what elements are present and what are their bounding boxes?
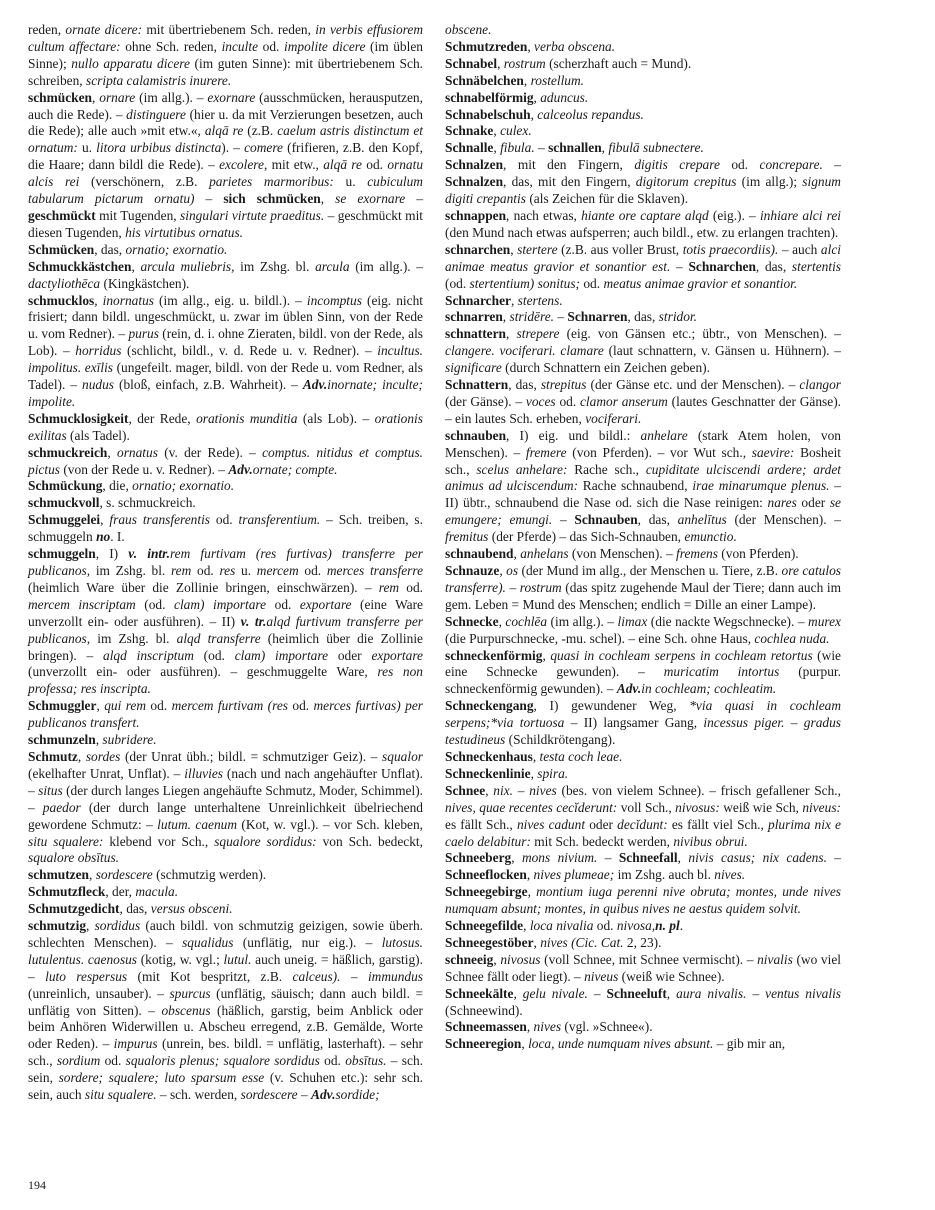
entry-schneemassen bbox=[445, 1019, 841, 1036]
headword: Schmuckkästchen bbox=[28, 258, 132, 274]
headword: Schneegebirge bbox=[445, 884, 528, 900]
headword: Schmücken bbox=[28, 241, 95, 257]
entry-schneckenförmig bbox=[445, 648, 841, 699]
entry-body: , gelu nivale. – Schneeluft, aura nivalis. – ventus nivalis (Schneewind). bbox=[445, 985, 842, 1018]
right-column bbox=[445, 22, 841, 1053]
entry-schnecke bbox=[445, 614, 841, 648]
entry-body: , strepere (eig. von Gänsen etc.; übtr., von Menschen). – clangere. vociferari. clamare (laut schnattern, v. Gänsen u. Hühnern). – significare (durch Schnattern ein Zeichen geben). bbox=[445, 326, 842, 376]
headword: Schmuggelei bbox=[28, 512, 101, 528]
headword: Schneckengang bbox=[445, 698, 534, 714]
entry-schnauze bbox=[445, 563, 841, 614]
headword: schnarchen bbox=[445, 241, 511, 257]
headword: schmutzen bbox=[28, 867, 89, 883]
entry-schmuggeln bbox=[28, 546, 423, 698]
entry-schnappen bbox=[445, 208, 841, 242]
entry-schnarchen bbox=[445, 242, 841, 293]
entry-schnalzen bbox=[445, 157, 841, 208]
entry-schneckengang bbox=[445, 698, 841, 749]
entry-schnauben bbox=[445, 428, 841, 546]
page-number: 194 bbox=[28, 1178, 46, 1192]
entry-schneegebirge bbox=[445, 884, 841, 918]
headword: Schnecke bbox=[445, 613, 499, 629]
entry-schnabel bbox=[445, 56, 841, 73]
entry-body: , I) gewundener Weg, *via quasi in cochleam serpens;*via tortuosa – II) langsamer Gang, incessus piger. – gradus testudineus (Schildkrötengang). bbox=[445, 698, 842, 748]
entry-schnaubend bbox=[445, 546, 841, 563]
headword: Schmutzgedicht bbox=[28, 901, 120, 917]
headword: Schnauze bbox=[445, 563, 500, 578]
entry-schnarcher bbox=[445, 293, 841, 310]
entry-body: , spira. bbox=[530, 765, 569, 781]
headword: schneckenförmig bbox=[445, 647, 543, 663]
entry-body: , arcula muliebris, im Zshg. bl. arcula (im allg.). – dactyliothēca (Kingkästchen). bbox=[28, 258, 423, 291]
entry-body: , testa coch leae. bbox=[532, 748, 623, 764]
entry-body: , das, strepitus (der Gänse etc. und der Menschen). – clangor (der Gänse). – voces od. clamor anserum (lautes Geschnatter der Gänse). – ein lautes Sch. erheben, vociferari. bbox=[445, 377, 842, 426]
entry-schneegestöber bbox=[445, 935, 841, 952]
headword: schmunzeln bbox=[28, 732, 96, 748]
entry-schmücken bbox=[28, 242, 423, 259]
headword: Schneckenhaus bbox=[445, 748, 533, 764]
entry-body: , nivosus (voll Schnee, mit Schnee vermischt). – nivalis (wo viel Schnee fällt oder liegt). – niveus (weiß wie Schnee). bbox=[445, 951, 841, 984]
entry-body: , mit den Fingern, digitis crepare od. concrepare. – Schnalzen, das, mit den Fingern, digitorum crepitus (im allg.); signum digiti crepantis (als Zeichen für die Sklaven). bbox=[445, 157, 842, 207]
headword: Schnake bbox=[445, 123, 494, 139]
entry-body: obscene. bbox=[445, 22, 492, 37]
headword: Schnäbelchen bbox=[445, 72, 524, 88]
headword: schmücken bbox=[28, 89, 92, 105]
entry-body: , fraus transferentis od. transferentium. – Sch. treiben, s. schmuggeln no. I. bbox=[28, 512, 423, 545]
entry-schmuckvoll bbox=[28, 495, 423, 512]
headword: Schmutzreden bbox=[445, 38, 528, 54]
entry-schneegefilde bbox=[445, 918, 841, 935]
entry-schmucklosigkeit bbox=[28, 411, 423, 445]
entry-body: , verba obscena. bbox=[527, 38, 616, 54]
entry-schmuggler bbox=[28, 698, 423, 732]
headword: Schmucklosigkeit bbox=[28, 410, 129, 426]
entry-body: , sordidus (auch bildl. von schmutzig geizigen, sowie überh. schlechten Menschen). – squalidus (unflätig, nur eig.). – lutosus. lutulentus. caenosus (kotig, w. vgl.; lutul. auch uneig. = häßlich, garstig). – luto respersus (mit Kot bespritzt, z.B. calceus). – immundus (unreinlich, unsauber). – spurcus (unflätig, säuisch; dann auch bildl. = unflätig von Sitten). – obscenus (häßlich, garstig, beim Anblick oder beim Anhören Widerwillen u. Abscheu erregend, z.B. Gemälde, Worte oder Reden). – impurus (unrein, bes. bildl. = unflätig, lasterhaft). – sehr sch., sordium od. squaloris plenus; squalore sordidus od. obsītus. – sch. sein, sordere; squalere; luto sparsum esse (v. Schuhen etc.): sehr sch. sein, auch situ squalere. – sch. werden, sordescere – Adv.sordide; bbox=[28, 918, 424, 1103]
entry-body: , nix. – nives (bes. von vielem Schnee). – frisch gefallener Sch., nives, quae recentes cecĭderunt: voll Sch., nivosus: weiß wie Sch, niveus: es fällt Sch., nives cadunt oder decĭdunt: es fällt viel Sch., plurima nix e caelo delabitur: mit Sch. bedeckt werden, nivibus obrui. bbox=[445, 782, 841, 849]
entry-body: , sordescere (schmutzig werden). bbox=[89, 867, 267, 883]
entry-body: , cochlēa (im allg.). – limax (die nackte Wegschnecke). – murex (die Purpurschnecke, -mu. schel). – eine Sch. ohne Haus, cochlea nuda. bbox=[445, 613, 841, 646]
entry-body: , ornare (im allg.). – exornare (ausschmücken, herausputzen, auch die Rede). – distinguere (hier u. da mit Verzierungen besetzen, auch die Rede); alle auch »mit etw.«, alqā re (z.B. caelum astris distinctum et ornatum: u. litora urbibus distincta). – comere (frifieren, z.B. den Kopf, die Haare; dann bildl die Rede). – excolere, mit etw., alqā re od. ornatu alcis rei (verschönern, z.B. parietes marmoribus: u. cubiculum tabularum pictarum ornatu) – sich schmücken, se exornare – geschmückt mit Tugenden, singulari virtute praeditus. – geschmückt mit diesen Tugenden, his virtutibus ornatus. bbox=[28, 89, 424, 240]
headword: schnauben bbox=[445, 427, 507, 443]
entry-schneeregion bbox=[445, 1036, 841, 1053]
headword: Schmutz bbox=[28, 748, 78, 764]
headword: schmuckvoll bbox=[28, 495, 100, 511]
entry-body: , nives (vgl. »Schnee«). bbox=[526, 1019, 653, 1035]
entry-schnabelschuh bbox=[445, 107, 841, 124]
entry-body: , os (der Mund im allg., der Menschen u. Tiere, z.B. ore catulos transferre). – rostrum (das spitz zugehende Maul der Tiere; dann auch im gem. Leben = Mund des Menschen; endlich = Dille an einer Lampe). bbox=[445, 563, 842, 612]
headword: Schneekälte bbox=[445, 985, 514, 1001]
entry-schmuckkästchen bbox=[28, 259, 423, 293]
entry-body: , stertens. bbox=[510, 292, 563, 308]
headword: schnaubend bbox=[445, 546, 514, 562]
entry-body: , culex. bbox=[493, 123, 532, 139]
entry-body: , der, macula. bbox=[105, 884, 179, 900]
entry-body: , loca nivalia od. nivosa,n. pl. bbox=[523, 918, 684, 934]
entry-body: , aduncus. bbox=[533, 89, 589, 105]
entry-schnake bbox=[445, 123, 841, 140]
entry-body: , calceolus repandus. bbox=[530, 106, 644, 122]
headword: schneeig bbox=[445, 951, 494, 967]
headword: schmuckreich bbox=[28, 444, 108, 460]
entry-schnarren bbox=[445, 309, 841, 326]
headword: Schmuggler bbox=[28, 698, 97, 714]
entry-body: , das, versus obsceni. bbox=[119, 901, 233, 917]
entry-body: , die, ornatio; exornatio. bbox=[102, 478, 235, 494]
entry-body: , mons nivium. – Schneefall, nivis casus; nix cadens. – Schneeflocken, nives plumeae; im Zshg. auch bl. nives. bbox=[445, 850, 841, 883]
entry-schmutzreden bbox=[445, 39, 841, 56]
headword: Schnattern bbox=[445, 377, 509, 393]
entry-body: , qui rem od. mercem furtivam (res od. merces furtivas) per publicanos transfert. bbox=[28, 698, 423, 731]
headword: Schnalzen bbox=[445, 157, 504, 173]
headword: Schnee bbox=[445, 782, 486, 798]
headword: schnappen bbox=[445, 207, 507, 223]
entry-schmunzeln bbox=[28, 732, 423, 749]
entry-body: , das, ornatio; exornatio. bbox=[94, 241, 228, 257]
entry-body: , rostellum. bbox=[523, 72, 585, 88]
headword: Schneegestöber bbox=[445, 934, 534, 950]
entry-body: , s. schmuckreich. bbox=[99, 495, 196, 511]
left-column bbox=[28, 22, 423, 1104]
entry-schnabelförmig bbox=[445, 90, 841, 107]
entry-body: , sordes (der Unrat übh.; bildl. = schmutziger Geiz). – squalor (ekelhafter Unrat, Unflat). – illuvies (nach und nach angehäufter Unflat). – situs (der durch langes Liegen angehäufte Schmutz, Moder, Schimmel). – paedor (der durch lange unterhaltene Unreinlichkeit übelriechend gewordene Schmutz: – lutum. caenum (Kot, w. vgl.). – vor Sch. kleben, situ squalere: klebend vor Sch., squalore sordidus: von Sch. bedeckt, squalore obsītus. bbox=[28, 748, 424, 866]
entry-schnalle bbox=[445, 140, 841, 157]
entry-schnäbelchen bbox=[445, 73, 841, 90]
headword: Schneckenlinie bbox=[445, 765, 531, 781]
headword: schmucklos bbox=[28, 292, 95, 308]
entry-schmutzig bbox=[28, 918, 423, 1104]
headword: schnattern bbox=[445, 326, 506, 342]
entry-schmückung bbox=[28, 478, 423, 495]
entry-schmucklos bbox=[28, 293, 423, 411]
entry-body: , fibula. – schnallen, fibulā subnectere. bbox=[493, 140, 704, 156]
entry-body: , subridere. bbox=[95, 732, 157, 748]
entry-schneeberg bbox=[445, 850, 841, 884]
entry-body: , stridēre. – Schnarren, das, stridor. bbox=[502, 309, 697, 325]
entry-schneckenlinie bbox=[445, 766, 841, 783]
entry-body: , quasi in cochleam serpens in cochleam retortus (wie eine Schnecke gewunden). – muricatim intortus (purpur. schneckenförmig gewunden). – Adv.in cochleam; cochleatim. bbox=[445, 647, 841, 697]
entry-schmücken bbox=[28, 90, 423, 242]
entry-body: , inornatus (im allg., eig. u. bildl.). – incomptus (eig. nicht frisiert; dann bildl. ungeschmückt, u. zwar im üblen Sinn, von der Rede u. vom Redner). – purus (rein, d. i. ohne Zieraten, bildl. von der Rede, als Lob). – horridus (schlicht, bildl., v. d. Rede u. v. Redner). – incultus. impolitus. exīlis (ungefeilt. mager, bildl. von der Rede u. vom Redner, als Tadel). – nudus (bloß, einfach, z.B. Wahrheit). – Adv.inornate; inculte; impolite. bbox=[28, 292, 424, 409]
headword: Schnarcher bbox=[445, 292, 511, 308]
entry-schneckenhaus bbox=[445, 749, 841, 766]
entry-schmutzgedicht bbox=[28, 901, 423, 918]
entry-body: , rostrum (scherzhaft auch = Mund). bbox=[497, 55, 692, 71]
headword: Schneegefilde bbox=[445, 918, 524, 934]
headword: schnarren bbox=[445, 309, 503, 325]
entry-continuation bbox=[445, 22, 841, 39]
headword: schmutzig bbox=[28, 918, 87, 934]
headword: schmuggeln bbox=[28, 546, 96, 562]
entry-body: , I) eig. und bildl.: anhelare (stark Atem holen, von Menschen). – fremere (von Pferden). – vor Wut sch., saevire: Bosheit sch., scelus anhelare: Rache sch., cupiditate ulciscendi ardere; ardet animus ad ulciscendum: Rache schnaubend, irae minarumque plenus. – II) übtr., schnaubend die Nase od. sich die Nase reinigen: nares oder se emungere; emungi. – Schnauben, das, anhelītus (der Menschen). – fremitus (der Pferde) – das Sich-Schnauben, emunctio. bbox=[445, 427, 842, 545]
headword: Schmutzfleck bbox=[28, 884, 106, 900]
headword: Schneemassen bbox=[445, 1019, 527, 1035]
entry-body: , der Rede, orationis munditia (als Lob). – orationis exilitas (als Tadel). bbox=[28, 410, 423, 443]
entry-schneeig bbox=[445, 952, 841, 986]
entry-body: , nives (Cic. Cat. 2, 23). bbox=[533, 934, 662, 950]
entry-schmutzen bbox=[28, 867, 423, 884]
entry-schnattern bbox=[445, 326, 841, 377]
headword: schnabelförmig bbox=[445, 89, 534, 105]
headword: Schnabel bbox=[445, 55, 498, 71]
entry-body: , montium iuga perenni nive obruta; montes, unde nives numquam absunt; montes, in quibus nives ne aestus quidem solvit. bbox=[445, 884, 841, 917]
entry-body: , nach etwas, hiante ore captare alqd (eig.). – inhiare alci rei (den Mund nach etwas aufsperren; auch bildl., etw. zu erlangen trachten). bbox=[445, 207, 841, 240]
entry-body: , I) v. intr.rem furtivam (res furtivas) transferre per publicanos, im Zshg. bl. rem od. res u. mercem od. merces transferre (heimlich Ware über die Zollinie bringen, einschwärzen). – rem od. mercem inscriptam (od. clam) importare od. exportare (eine Ware unverzollt ein- oder ausführen). – II) v. tr.alqd furtivum transferre per publicanos, im Zshg. bl. alqd transferre (heimlich über die Zollinie bringen). – alqd inscriptum (od. clam) importare oder exportare (unverzollt ein- oder ausführen). – geschmuggelte Ware, res non professa; res inscripta. bbox=[28, 546, 424, 697]
entry-schmuckreich bbox=[28, 445, 423, 479]
entry-schmuggelei bbox=[28, 512, 423, 546]
entry-schnattern bbox=[445, 377, 841, 428]
entry-body: , stertere (z.B. aus voller Brust, totis praecordiis). – auch alci animae meatus gravior et sonantior est. – Schnarchen, das, stertentis (od. stertentium) sonitus; od. meatus animae gravior et sonantior. bbox=[445, 241, 842, 291]
entry-schneekälte bbox=[445, 986, 841, 1020]
headword: Schnalle bbox=[445, 140, 494, 156]
entry-body: reden, ornate dicere: mit übertriebenem Sch. reden, in verbis effusiorem cultum affectare: ohne Sch. reden, inculte od. impolite dicere (im üblen Sinne); nullo apparatu dicere (im guten Sinne): mit übertriebenem Sch. schreiben, scripta calamistris inurere. bbox=[28, 22, 423, 88]
entry-schmutz bbox=[28, 749, 423, 867]
headword: Schneeberg bbox=[445, 850, 512, 866]
entry-body: , loca, unde numquam nives absunt. – gib mir an, bbox=[521, 1036, 786, 1052]
entry-body: , ornatus (v. der Rede). – comptus. nitidus et comptus. pictus (von der Rede u. v. Redner). – Adv.ornate; compte. bbox=[28, 444, 424, 477]
entry-body: , anhelans (von Menschen). – fremens (von Pferden). bbox=[513, 546, 799, 562]
entry-continuation bbox=[28, 22, 423, 90]
headword: Schmückung bbox=[28, 478, 103, 494]
entry-schmutzfleck bbox=[28, 884, 423, 901]
entry-schnee bbox=[445, 783, 841, 851]
headword: Schnabelschuh bbox=[445, 106, 531, 122]
headword: Schneeregion bbox=[445, 1036, 522, 1052]
